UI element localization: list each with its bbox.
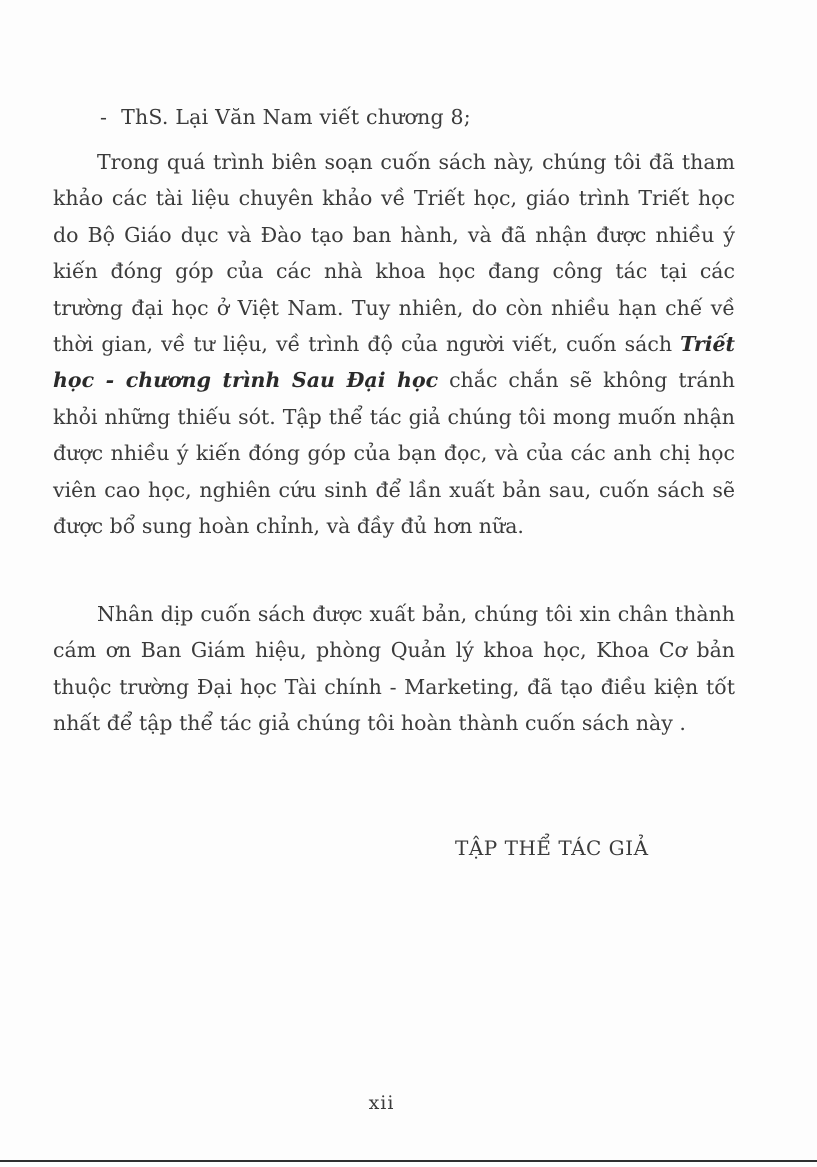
book-title: Triết học - chương trình Sau Đại học [53,332,735,393]
paragraph-compilation-text-end: chắc chắn sẽ không tránh khỏi những thiếu sót. Tập thể tác giả chúng tôi mong muốn nhận được nhiều ý kiến đóng góp của bạn đọc, và của các anh chị học viên cao học, nghiên cứu sinh để lần xuất bản sau, cuốn sách sẽ được bổ sung hoàn chỉnh, và đầy đủ hơn nữa. [53,368,735,539]
author-contribution-line [100,105,471,129]
page-number: xii [368,1092,395,1114]
page-bottom-border [0,1160,817,1162]
list-dash: - [100,105,108,129]
signature-authors: TẬP THỂ TÁC GIẢ [455,836,649,860]
author-contribution-text: ThS. Lại Văn Nam viết chương 8; [121,105,471,129]
paragraph-acknowledgement: Nhân dịp cuốn sách được xuất bản, chúng tôi xin chân thành cám ơn Ban Giám hiệu, phòng Quản lý khoa học, Khoa Cơ bản thuộc trường Đại học Tài chính - Marketing, đã tạo điều kiện tốt nhất để tập thể tác giả chúng tôi hoàn thành cuốn sách này . [53,602,735,736]
paragraph-compilation-text-start: Trong quá trình biên soạn cuốn sách này, chúng tôi đã tham khảo các tài liệu chuyên khảo về Triết học, giáo trình Triết học do Bộ Giáo dục và Đào tạo ban hành, và đã nhận được nhiều ý kiến đóng góp của các nhà khoa học đang công tác tại các trường đại học ở Việt Nam. Tuy nhiên, do còn nhiều hạn chế về thời gian, về tư liệu, về trình độ của người viết, cuốn sách [53,150,735,357]
paragraph-compilation [53,144,735,544]
